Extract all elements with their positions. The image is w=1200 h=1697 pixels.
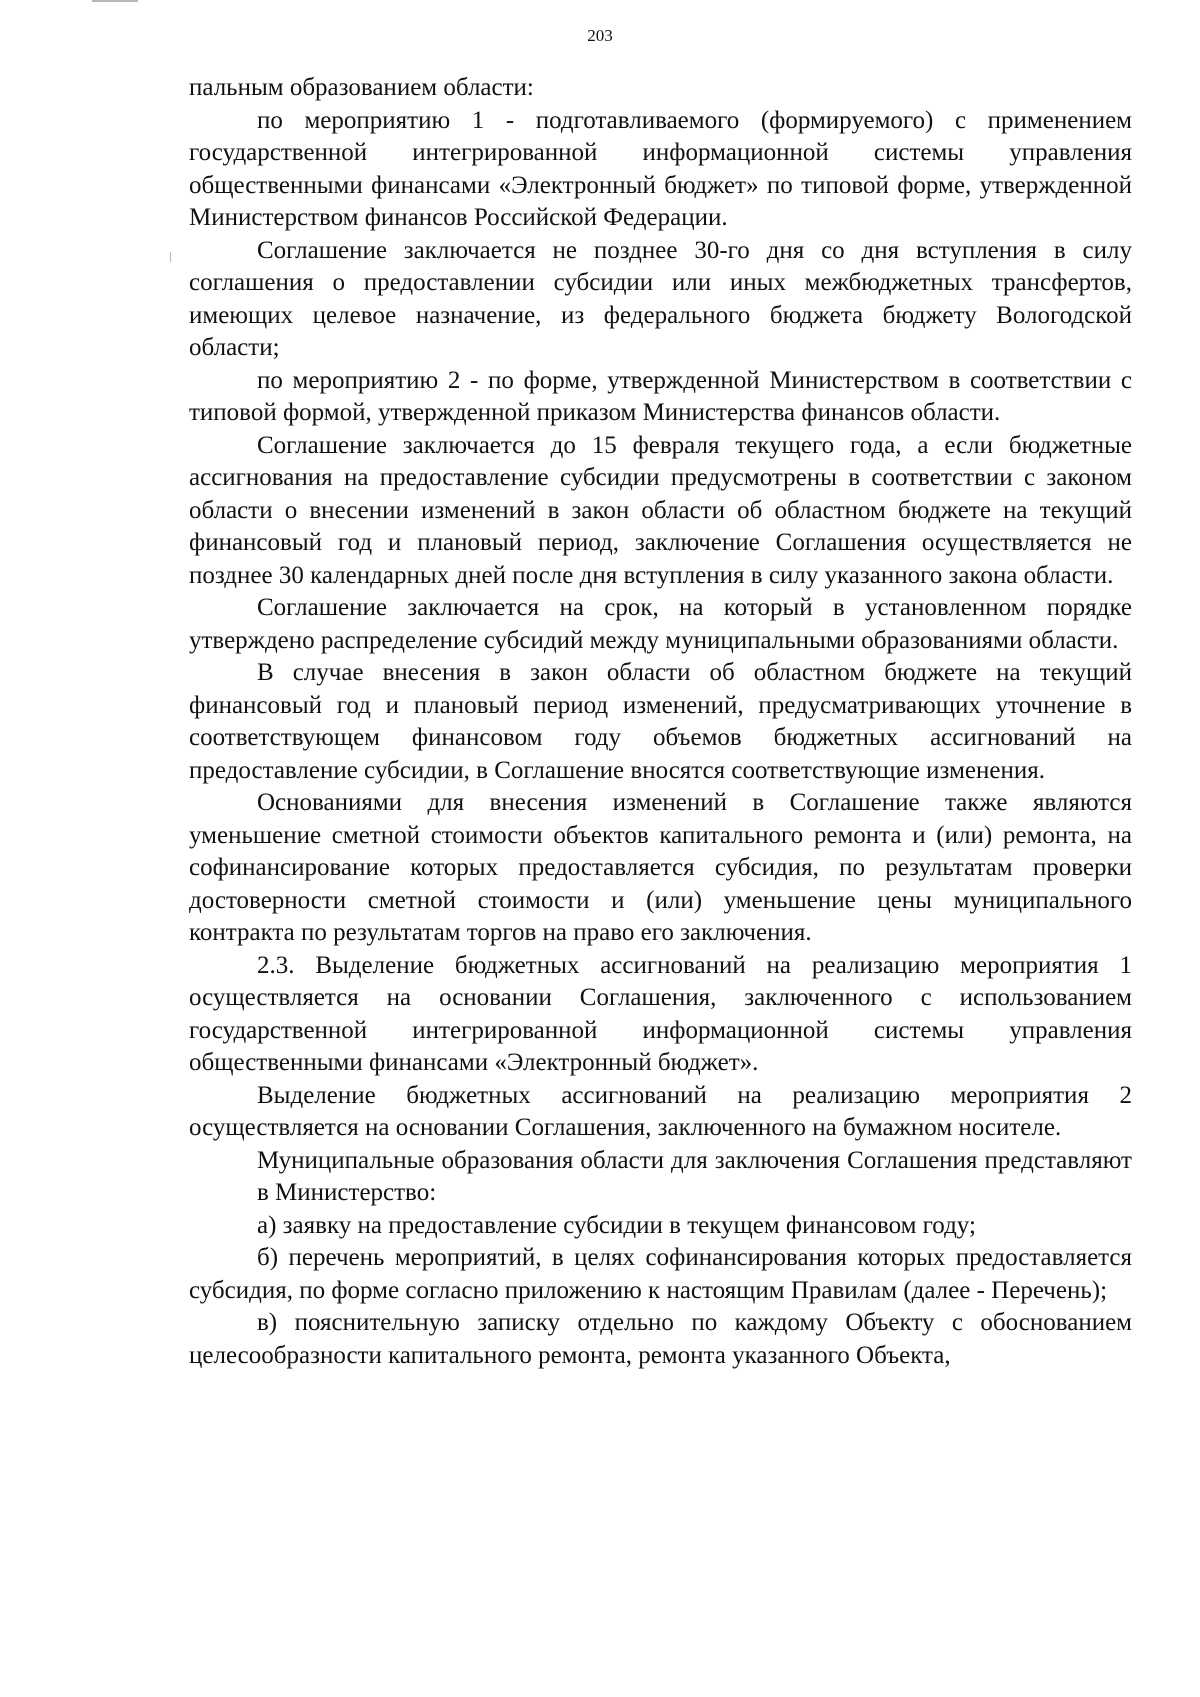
paragraph-2: по мероприятию 1 - подготавливаемого (формируемого) с применением государственной интегрированной информационной системы управления общественными финансами «Электронный бюджет» по типовой форме, утвержденной Министерством финансов Российской Федерации. (189, 106, 1132, 231)
paragraph-10: Выделение бюджетных ассигнований на реализацию мероприятия 2 осуществляется на основании Соглашения, заключенного на бумажном носителе. (189, 1081, 1132, 1141)
list-item-a: а) заявку на предоставление субсидии в текущем финансовом году; (257, 1211, 976, 1239)
paragraph-5: Соглашение заключается до 15 февраля текущего года, а если бюджетные ассигнования на предоставление субсидии предусмотрены в соответствии с законом области о внесении изменений в закон области об областном бюджете на текущий финансовый год и плановый период, заключение Соглашения осуществляется не позднее 30 календарных дней после дня вступления в силу указанного закона области. (189, 431, 1132, 589)
paragraph-3: Соглашение заключается не позднее 30-го дня со дня вступления в силу соглашения о предоставлении субсидии или иных межбюджетных трансфертов, имеющих целевое назначение, из федерального бюджета бюджету Вологодской области; (189, 236, 1132, 361)
scan-artifact-top-left (92, 0, 138, 2)
list-item-c: в) пояснительную записку отдельно по каждому Объекту с обоснованием целесообразности капитального ремонта, ремонта указанного Объекта, (189, 1309, 1132, 1369)
paragraph-4: по мероприятию 2 - по форме, утвержденной Министерством в соответствии с типовой формой, утвержденной приказом Министерства финансов области. (189, 366, 1132, 426)
scan-artifact-left-edge (170, 252, 171, 262)
paragraph-8: Основаниями для внесения изменений в Соглашение также являются уменьшение сметной стоимости объектов капитального ремонта и (или) ремонта, на софинансирование которых предоставляется субсидия, по результатам проверки достоверности сметной стоимости и (или) уменьшение цены муниципального контракта по результатам торгов на право его заключения. (189, 789, 1132, 946)
paragraph-11: Муниципальные образования области для заключения Соглашения представляют в Министерство: (257, 1146, 1132, 1206)
body-text (189, 72, 1132, 1372)
paragraph-7: В случае внесения в закон области об областном бюджете на текущий финансовый год и плановый период изменений, предусматривающих уточнение в соответствующем финансовом году объемов бюджетных ассигнований на предоставление субсидии, в Соглашение вносятся соответствующие изменения. (189, 659, 1132, 784)
page-number: 203 (587, 26, 613, 45)
list-item-b: б) перечень мероприятий, в целях софинансирования которых предоставляется субсидия, по форме согласно приложению к настоящим Правилам (далее - Перечень); (189, 1244, 1132, 1304)
paragraph-9: 2.3. Выделение бюджетных ассигнований на реализацию мероприятия 1 осуществляется на основании Соглашения, заключенного с использованием государственной интегрированной информационной системы управления общественными финансами «Электронный бюджет». (189, 951, 1132, 1076)
paragraph-1: пальным образованием области: (189, 74, 534, 101)
paragraph-6: Соглашение заключается на срок, на который в установленном порядке утверждено распределение субсидий между муниципальными образованиями области. (189, 594, 1132, 654)
